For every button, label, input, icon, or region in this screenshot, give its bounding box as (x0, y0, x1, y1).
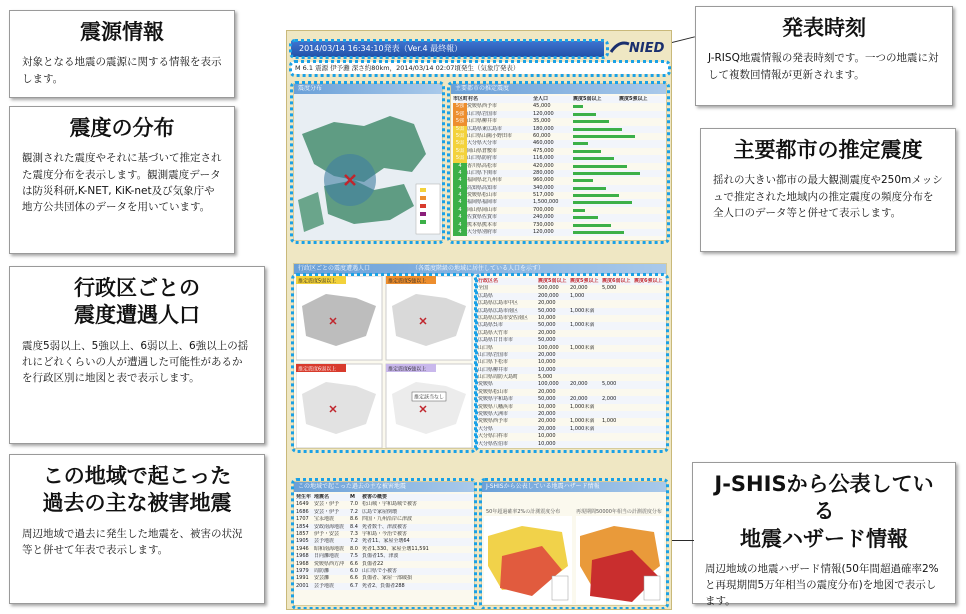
panel-title: J-SHISから公表している地震ハザード情報 (482, 482, 666, 492)
callout-exposure (9, 266, 265, 444)
intensity-badge: 4 (453, 222, 467, 229)
callout-title-line2: 震度遭遇人口 (74, 303, 200, 328)
population-cell: 100,000 (538, 344, 559, 351)
header-cell: 震度5弱以上 (573, 96, 602, 102)
population-cell: 20,000 (538, 300, 556, 307)
population-cell: 2,000 (602, 396, 617, 403)
callout-release-time (695, 6, 953, 106)
header-cell: 市区町村名 (453, 96, 479, 102)
region-name: 山口県 (478, 344, 494, 351)
city-name: 大分県別府市 (467, 229, 498, 236)
population-cell: 1,000 (602, 418, 617, 425)
damage-summary: 負傷者、家屋一部破損 (362, 575, 413, 582)
region-name: 大分県臼杵市 (478, 433, 509, 440)
city-name: 岡山県岡山市 (467, 206, 498, 213)
quake-name: 周防灘 (314, 567, 330, 574)
highlight-exposure-maps (291, 273, 477, 453)
callout-title-line2: 地震ハザード情報 (740, 526, 908, 551)
callout-history (9, 454, 265, 604)
region-name: 広島県大竹市 (478, 329, 509, 336)
callout-epicenter (9, 10, 235, 98)
intensity-badge: 5強 (453, 111, 467, 118)
population: 517,000 (533, 192, 554, 199)
header-cell: 被害の概要 (362, 494, 388, 500)
region-name: 広島県呉市 (478, 322, 504, 329)
region-name: 全国 (478, 285, 489, 292)
region-name: 山口県下松市 (478, 359, 509, 366)
magnitude: 6.7 (350, 582, 358, 589)
population-cell: 1,000未満 (570, 307, 595, 314)
intensity-badge: 5弱 (453, 148, 467, 155)
highlight-exposure-table (475, 273, 669, 453)
callout-title: 震源情報 (80, 20, 164, 44)
population-cell: 20,000 (570, 285, 588, 292)
callout-body: 周辺地域の地震ハザード情報(50年間超過確率2%と再現期間5万年相当の震度分布)を地図で表示します。 (705, 562, 939, 608)
population-cell: 10,000 (538, 403, 556, 410)
population-cell: 5,000 (602, 381, 617, 388)
region-name: 大分県 (478, 425, 494, 432)
header-cell: 震度6弱以上 (602, 278, 631, 284)
region-name: 愛媛県大洲市 (478, 411, 509, 418)
quake-name: 安芸・伊予 (314, 508, 340, 515)
quake-name: 宝永地震 (314, 516, 335, 523)
callout-body: J-RISQ地震情報の発表時刻です。一つの地震に対して複数回情報が更新されます。 (708, 52, 939, 81)
region-name: 広島県 (478, 292, 494, 299)
population: 240,000 (533, 214, 554, 221)
population-cell: 10,000 (538, 366, 556, 373)
population-cell: 200,000 (538, 292, 559, 299)
population: 1,500,000 (533, 199, 559, 206)
population-cell: 20,000 (538, 418, 556, 425)
callout-distribution (9, 106, 235, 254)
population-cell: 50,000 (538, 337, 556, 344)
city-name: 高知県高知市 (467, 184, 498, 191)
header-cell: 震度5弱以上 (538, 278, 567, 284)
population-cell: 20,000 (538, 329, 556, 336)
region-name: 山口県岩国市 (478, 351, 509, 358)
map-label-6lo: 推定震度6弱以上 (298, 366, 337, 373)
population-cell: 10,000 (538, 359, 556, 366)
region-name: 愛媛県西予市 (478, 418, 509, 425)
population: 460,000 (533, 140, 554, 147)
panel-title: 主要都市の推定震度 (451, 84, 666, 94)
header-cell: 震度5強以上 (570, 278, 599, 284)
population-cell: 1,000未満 (570, 344, 595, 351)
damage-summary: 広島で家屋倒壊 (362, 508, 398, 515)
year: 1968 (296, 560, 309, 567)
year: 1991 (296, 575, 309, 582)
damage-summary: 死者11、家屋全壊64 (362, 538, 410, 545)
callout-title-line2: 過去の主な被害地震 (42, 491, 232, 516)
magnitude: 6.6 (350, 560, 358, 567)
population-cell: 5,000 (538, 374, 553, 381)
population-cell: 1,000未満 (570, 418, 595, 425)
damage-summary: 負傷者15、津波 (362, 553, 399, 560)
population-cell: 20,000 (538, 411, 556, 418)
year: 1854 (296, 523, 309, 530)
year: 1946 (296, 545, 309, 552)
city-name: 福岡県福岡市 (467, 199, 498, 206)
quake-name: 安芸・伊予 (314, 501, 340, 508)
city-name: 熊本県熊本市 (467, 221, 498, 228)
highlight-hazard (479, 478, 669, 610)
header-cell: 震度5強以上 (619, 96, 648, 102)
quake-name: 愛媛県西方沖 (314, 560, 345, 567)
city-name: 愛媛県松山市 (467, 192, 498, 199)
hazard-right-label: 再現期間50000年相当の計測震度分布 (576, 509, 662, 515)
callout-title: 主要都市の推定震度 (733, 138, 923, 162)
map-label-5lo: 推定震度5弱以上 (298, 278, 337, 285)
callout-hazard (692, 462, 956, 608)
population-cell: 50,000 (538, 307, 556, 314)
population-cell: 20,000 (570, 381, 588, 388)
city-name: 山口県山陽小野田市 (467, 132, 513, 139)
city-name: 大分県大分市 (467, 140, 498, 147)
intensity-badge: 5弱 (453, 126, 467, 133)
population-cell: 1,000未満 (570, 322, 595, 329)
callout-body: 周辺地域で過去に発生した地震を、被害の状況等と併せて年表で表示します。 (22, 527, 243, 556)
magnitude: 7.2 (350, 508, 358, 515)
hazard-left-label: 50年超過確率2%の計測震度分布 (486, 509, 561, 515)
population: 960,000 (533, 177, 554, 184)
damage-summary: 四国・九州沿岸に津波 (362, 516, 413, 523)
population: 340,000 (533, 184, 554, 191)
population-cell: 50,000 (538, 396, 556, 403)
region-name: 山口県周防大島町 (478, 374, 519, 381)
quake-name: 日向灘地震 (314, 553, 340, 560)
intensity-badge: 4 (453, 207, 467, 214)
magnitude: 8.6 (350, 516, 358, 523)
intensity-badge: 4 (453, 199, 467, 206)
magnitude: 7.2 (350, 538, 358, 545)
population-cell: 10,000 (538, 440, 556, 447)
city-name: 山口県岩国市 (467, 110, 498, 117)
quake-name: 芸予地震 (314, 538, 335, 545)
region-name: 広島県広島市中区 (478, 300, 519, 307)
city-name: 愛媛県西予市 (467, 103, 498, 110)
population-cell: 1,000未満 (570, 425, 595, 432)
population: 120,000 (533, 110, 554, 117)
population-cell: 20,000 (538, 351, 556, 358)
intensity-badge: 4 (453, 229, 467, 236)
city-name: 山口県下関市 (467, 169, 498, 176)
nied-logo-text: NIED (629, 41, 665, 56)
intensity-badge: 5強 (453, 118, 467, 125)
header-cell: 行政区名 (478, 278, 499, 284)
report-header: 2014/03/14 16:34:10発表（Ver.4 最終報） (291, 41, 604, 57)
intensity-badge: 4 (453, 177, 467, 184)
population: 35,000 (533, 118, 551, 125)
map-label-5up: 推定震度5強以上 (388, 278, 427, 285)
damage-summary: 松山城・宇和島城で被害 (362, 501, 418, 508)
damage-summary: 死者数千、津波被害 (362, 523, 408, 530)
header-cell: 地震名 (314, 494, 330, 500)
intensity-badge: 4 (453, 170, 467, 177)
callout-body: 揺れの大きい都市の最大観測震度や250mメッシュで推定された地域内の推定震度の頻度分布を全人口のデータ等と併せて表示します。 (713, 174, 943, 219)
region-name: 山口県柳井市 (478, 366, 509, 373)
damage-summary: 死者1,330、家屋全壊11,591 (362, 545, 429, 552)
nied-swoosh-icon (609, 38, 631, 58)
magnitude: 6.0 (350, 567, 358, 574)
quake-name: 安政南海地震 (314, 523, 345, 530)
population-cell: 5,000 (602, 285, 617, 292)
highlight-cities (447, 81, 670, 244)
highlight-history (291, 478, 477, 610)
callout-title: 震度の分布 (69, 116, 175, 140)
map-label-6up: 推定震度6強以上 (388, 366, 427, 373)
intensity-badge: 4 (453, 163, 467, 170)
population-cell: 20,000 (570, 396, 588, 403)
year: 1979 (296, 567, 309, 574)
quake-name: 伊予・安芸 (314, 530, 340, 537)
population: 120,000 (533, 229, 554, 236)
panel-note: （各震度階級の地域に居住している人口を示す） (411, 265, 544, 272)
year: 2001 (296, 582, 309, 589)
city-name: 岡山県倉敷市 (467, 147, 498, 154)
map-label-none: 推定該当なし (414, 394, 445, 401)
callout-title: 発表時刻 (782, 16, 866, 40)
intensity-badge: 4 (453, 185, 467, 192)
panel-title: この地域で起こった過去の主な被害地震 (294, 482, 474, 492)
highlight-epicenter-line (289, 60, 671, 77)
population: 730,000 (533, 221, 554, 228)
city-name: 佐賀県佐賀市 (467, 214, 498, 221)
magnitude: 6.6 (350, 575, 358, 582)
region-name: 広島県広島市南区 (478, 307, 519, 314)
year: 1857 (296, 530, 309, 537)
population: 45,000 (533, 103, 551, 110)
population: 280,000 (533, 169, 554, 176)
year: 1905 (296, 538, 309, 545)
callout-cities (700, 128, 956, 252)
population: 475,000 (533, 147, 554, 154)
intensity-badge: 4 (453, 192, 467, 199)
damage-summary: 負傷者22 (362, 560, 384, 567)
year: 1686 (296, 508, 309, 515)
header-cell: M (350, 494, 355, 500)
callout-body: 対象となる地震の震源に関する情報を表示します。 (22, 56, 222, 85)
highlight-map (290, 81, 445, 244)
city-name: 広島県東広島市 (467, 125, 503, 132)
year: 1707 (296, 516, 309, 523)
year: 1649 (296, 501, 309, 508)
population: 60,000 (533, 132, 551, 139)
panel-title-text: 行政区ごとの震度遭遇人口 (298, 265, 371, 272)
magnitude: 7.5 (350, 553, 358, 560)
region-name: 広島県廿日市市 (478, 337, 514, 344)
intensity-badge: 5強 (453, 103, 467, 110)
population-cell: 20,000 (538, 388, 556, 395)
magnitude: 8.4 (350, 523, 358, 530)
epicenter-line: M 6.1 震源 伊予灘 深さ約80km，2014/03/14 02:07頃発生（気象庁発表） (291, 62, 669, 74)
population: 180,000 (533, 125, 554, 132)
city-name: 福岡県北九州市 (467, 177, 503, 184)
quake-name: 安芸灘 (314, 575, 330, 582)
intensity-badge: 5弱 (453, 140, 467, 147)
population-cell: 1,000 (570, 292, 585, 299)
region-name: 広島県広島市安佐南区 (478, 314, 529, 321)
population-cell: 1,000未満 (570, 403, 595, 410)
population-cell: 10,000 (538, 433, 556, 440)
header-cell: 震度6強以上 (634, 278, 663, 284)
intensity-badge: 5弱 (453, 155, 467, 162)
population-cell: 500,000 (538, 285, 559, 292)
population-cell: 20,000 (538, 425, 556, 432)
damage-summary: 宇和島・今治で被害 (362, 530, 408, 537)
nied-logo (609, 38, 667, 58)
intensity-badge: 5弱 (453, 133, 467, 140)
city-name: 山口県防府市 (467, 155, 498, 162)
magnitude: 7.3 (350, 530, 358, 537)
year: 1968 (296, 553, 309, 560)
damage-summary: 死者2、負傷者288 (362, 582, 405, 589)
region-name: 愛媛県 (478, 381, 494, 388)
magnitude: 8.0 (350, 545, 358, 552)
jrisq-report-screenshot (286, 30, 672, 610)
region-name: 愛媛県松山市 (478, 388, 509, 395)
magnitude: 7.0 (350, 501, 358, 508)
intensity-badge: 4 (453, 214, 467, 221)
header-cell: 発生年 (296, 494, 312, 500)
region-name: 愛媛県宇和島市 (478, 396, 514, 403)
population-cell: 10,000 (538, 314, 556, 321)
population: 420,000 (533, 162, 554, 169)
population-cell: 100,000 (538, 381, 559, 388)
population-cell: 50,000 (538, 322, 556, 329)
city-name: 香川県高松市 (467, 162, 498, 169)
city-name: 山口県柳井市 (467, 118, 498, 125)
callout-body: 観測された震度やそれに基づいて推定された震度分布を表示します。観測震度データは防災科研,K-NET, KiK-net及び気象庁や地方公共団体のデータを用いています。 (22, 152, 222, 214)
damage-summary: 山口県で小被害 (362, 567, 398, 574)
population: 700,000 (533, 206, 554, 213)
header-cell: 全人口 (533, 96, 549, 102)
panel-title: 震度分布 (294, 84, 442, 94)
quake-name: 芸予地震 (314, 582, 335, 589)
callout-title-line1: 行政区ごとの (74, 276, 200, 300)
region-name: 愛媛県八幡浜市 (478, 403, 514, 410)
callout-title-line1: この地域で起こった (42, 464, 232, 488)
callout-title-line1: J-SHISから公表している (714, 472, 934, 524)
region-name: 大分県佐伯市 (478, 440, 509, 447)
quake-name: 昭和南海地震 (314, 545, 345, 552)
highlight-release-time (289, 39, 609, 59)
callout-body: 震度5弱以上、5強以上、6弱以上、6強以上の揺れにどれくらいの人が遭遇した可能性があるかを行政区別に地図と表で表示します。 (22, 339, 249, 385)
population: 116,000 (533, 155, 554, 162)
